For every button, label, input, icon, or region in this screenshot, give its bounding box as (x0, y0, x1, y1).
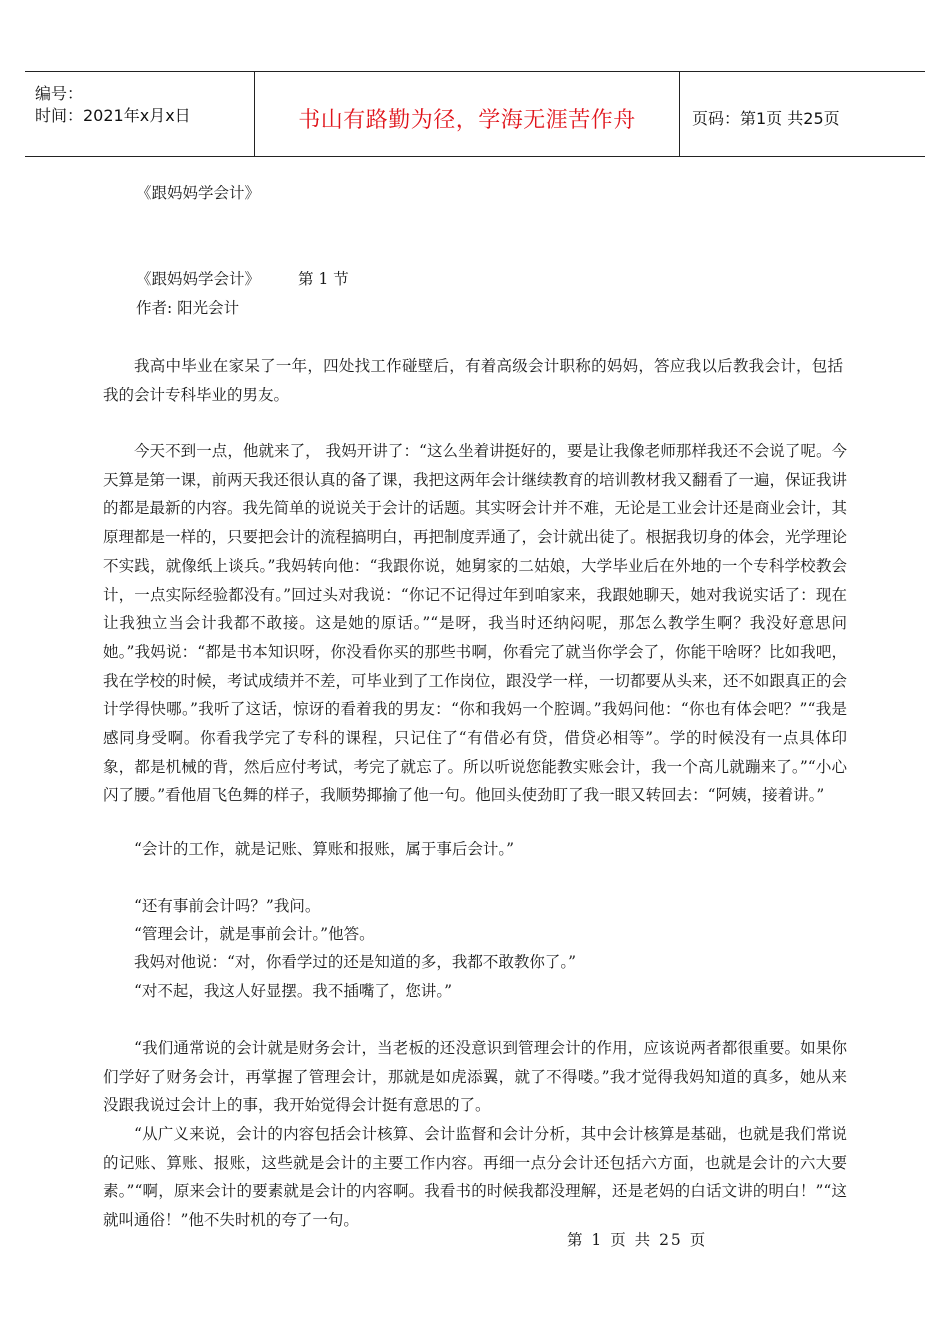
paragraph: “管理会计，就是事前会计。”他答。 (134, 925, 375, 943)
paragraph: 我妈对他说：“对，你看学过的还是知道的多，我都不敢教你了。” (134, 953, 577, 971)
header-meta-cell (25, 72, 255, 156)
paragraph: 我高中毕业在家呆了一年，四处找工作碰壁后，有着高级会计职称的妈妈，答应我以后教我会计，包括我的会计专科毕业的男友。 (103, 357, 843, 404)
document-header (25, 71, 925, 157)
time-label: 时间：2021年x月x日 (35, 106, 191, 125)
header-motto-cell (255, 72, 680, 156)
section-heading (136, 265, 349, 294)
paragraph: “对不起，我这人好显摆。我不插嘴了，您讲。” (134, 982, 453, 1000)
author-line: 作者: 阳光会计 (136, 299, 240, 317)
paragraph: “我们通常说的会计就是财务会计，当老板的还没意识到管理会计的作用，应该说两者都很重要。如果你们学好了财务会计，再掌握了管理会计，那就是如虎添翼，就了不得喽。”我才觉得我妈知道的真多，她从来没跟我说过会计上的事，我开始觉得会计挺有意思的了。 (103, 1039, 847, 1115)
header-page-cell (680, 72, 925, 156)
page-info: 页码：第1页 共25页 (692, 109, 840, 128)
number-label: 编号： (35, 84, 84, 103)
paragraph: “会计的工作，就是记账、算账和报账，属于事后会计。” (134, 840, 515, 858)
paragraph: “还有事前会计吗？”我问。 (134, 897, 321, 915)
section-title: 《跟妈妈学会计》 (136, 270, 261, 288)
paragraph: “从广义来说，会计的内容包括会计核算、会计监督和会计分析，其中会计核算是基础，也就是我们常说的记账、算账、报账，这些就是会计的主要工作内容。再细一点分会计还包括六方面，也就是会计的六大要素。”“啊，原来会计的要素就是会计的内容啊。我看书的时候我都没理解，还是老妈的白话文讲的明白！”“这就叫通俗！”他不失时机的夸了一句。 (103, 1125, 847, 1230)
document-title: 《跟妈妈学会计》 (136, 184, 261, 202)
section-number: 第 1 节 (298, 270, 349, 288)
page-footer: 第 1 页 共 25 页 (567, 1231, 708, 1249)
motto: 书山有路勤为径，学海无涯苦作舟 (298, 108, 636, 133)
paragraph: 今天不到一点，他就来了， 我妈开讲了：“这么坐着讲挺好的，要是让我像老师那样我还不会说了呢。今天算是第一课，前两天我还很认真的备了课，我把这两年会计继续教育的培训教材我又翻看了一遍，保证我讲的都是最新的内容。我先简单的说说关于会计的话题。其实呀会计并不难，无论是工业会计还是商业会计，其原理都是一样的，只要把会计的流程搞明白，再把制度弄通了，会计就出徒了。根据我切身的体会，光学理论不实践，就像纸上谈兵。”我妈转向他：“我跟你说，她舅家的二姑娘，大学毕业后在外地的一个专科学校教会计，一点实际经验都没有。”回过头对我说：“你记不记得过年到咱家来，我跟她聊天，她对我说实话了：现在让我独立当会计我都不敢接。这是她的原话。”“是呀，我当时还纳闷呢，那怎么教学生啊？我没好意思问她。”我妈说：“都是书本知识呀，你没看你买的那些书啊，你看完了就当你学会了，你能干啥呀？比如我吧，我在学校的时候，考试成绩并不差，可毕业到了工作岗位，跟没学一样，一切都要从头来，还不如跟真正的会计学得快哪。”我听了这话，惊讶的看着我的男友：“你和我妈一个腔调。”我妈问他：“你也有体会吧？”“我是感同身受啊。你看我学完了专科的课程，只记住了“有借必有贷，借贷必相等”。学的时候没有一点具体印象，都是机械的背，然后应付考试，考完了就忘了。所以听说您能教实账会计，我一个高儿就蹦来了。”“小心闪了腰。”看他眉飞色舞的样子，我顺势揶揄了他一句。他回头使劲盯了我一眼又转回去：“阿姨，接着讲。” (103, 442, 848, 805)
